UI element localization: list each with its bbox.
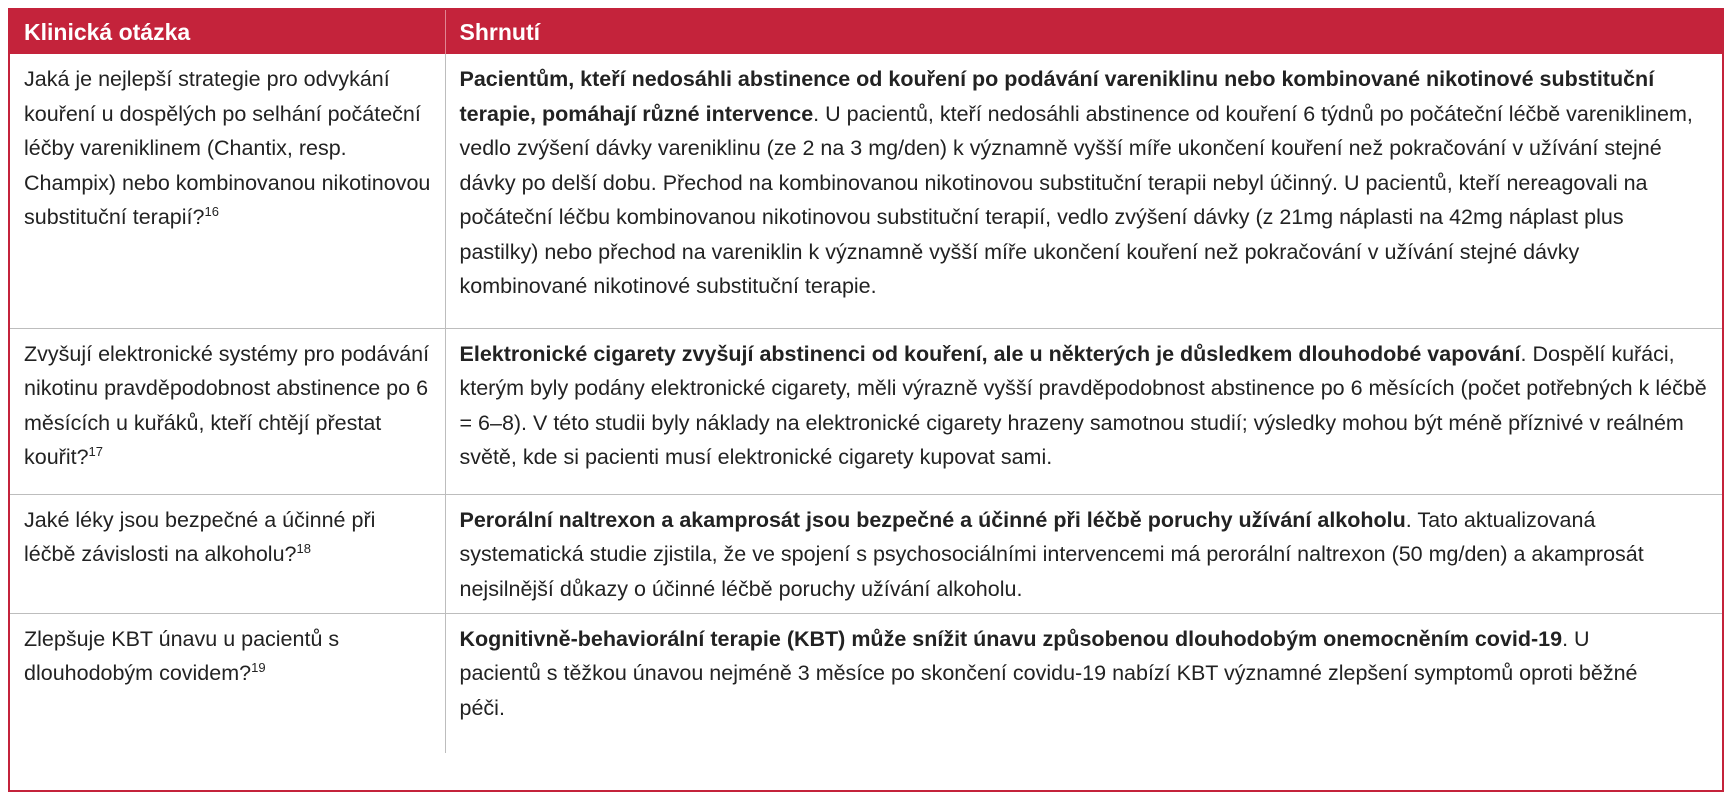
summary-cell (445, 54, 1722, 328)
question-cell (10, 54, 445, 328)
table-row (10, 54, 1722, 328)
question-text: Jaká je nejlepší strategie pro odvykání kouření u dospělých po selhání počáteční léčby vareniklinem (Chantix, resp. Champix) nebo kombinovanou nikotinovou substituční terapií? (24, 67, 431, 229)
table-row (10, 613, 1722, 753)
question-text: Zvyšují elektronické systémy pro podávání nikotinu pravděpodobnost abstinence po 6 měsících u kuřáků, kteří chtějí přestat kouřit? (24, 341, 430, 469)
clinical-summary-table (10, 10, 1722, 753)
summary-lead: Elektronické cigarety zvyšují abstinenci od kouření, ale u některých je důsledkem dlouhodobé vapování (459, 341, 1521, 366)
table-row (10, 328, 1722, 494)
summary-text: . Dospělí kuřáci, kterým byly podány elektronické cigarety, měli výrazně vyšší pravděpodobnost abstinence po 6 měsících (počet potřebných k léčbě = 6–8). V této studii byly náklady na elektronické cigarety hrazeny samotnou studií; výsledky mohou být méně příznivé v reálném světě, kde si pacienti musí elektronické cigarety kupovat sami. (459, 341, 1707, 469)
summary-cell (445, 328, 1722, 494)
question-text: Jaké léky jsou bezpečné a účinné při léčbě závislosti na alkoholu? (24, 507, 376, 566)
reference-number: 18 (296, 540, 311, 556)
table-header-row (10, 10, 1722, 54)
question-text: Zlepšuje KBT únavu u pacientů s dlouhodobým covidem? (24, 626, 340, 685)
header-clinical-question: Klinická otázka (10, 10, 445, 54)
reference-number: 17 (88, 443, 104, 459)
summary-table-frame (8, 8, 1724, 792)
summary-lead: Perorální naltrexon a akamprosát jsou bezpečné a účinné při léčbě poruchy užívání alkoholu (459, 507, 1406, 532)
summary-text: . Tato aktualizovaná systematická studie zjistila, že ve spojení s psychosociálními intervencemi má perorální naltrexon (50 mg/den) a akamprosát nejsilnější důkazy o účinné léčbě poruchy užívání alkoholu. (459, 507, 1644, 601)
reference-number: 19 (251, 659, 266, 675)
summary-lead: Kognitivně-behaviorální terapie (KBT) může snížit únavu způsobenou dlouhodobým onemocněním covid-19 (459, 626, 1563, 651)
question-cell (10, 613, 445, 753)
table-row (10, 494, 1722, 613)
summary-lead: Pacientům, kteří nedosáhli abstinence od kouření po podávání vareniklinu nebo kombinované nikotinové substituční terapie, pomáhají různé intervence (459, 67, 1655, 126)
question-cell (10, 494, 445, 613)
summary-text: . U pacientů, kteří nedosáhli abstinence od kouření 6 týdnů po počáteční léčbě vareniklinem, vedlo zvýšení dávky vareniklinu (ze 2 na 3 mg/den) k významně vyšší míře ukončení kouření než pokračování v užívání stejné dávky po delší dobu. Přechod na kombinovanou nikotinovou substituční terapii nebyl účinný. U pacientů, kteří nereagovali na počáteční léčbu kombinovanou nikotinovou substituční terapií, vedlo zvýšení dávky (z 21mg náplasti na 42mg náplast plus pastilky) nebo přechod na vareniklin k významně vyšší míře ukončení kouření než pokračování v užívání stejné dávky kombinované nikotinové substituční terapie. (459, 101, 1693, 298)
summary-text: . U pacientů s těžkou únavou nejméně 3 měsíce po skončení covidu-19 nabízí KBT významné zlepšení symptomů oproti běžné péči. (459, 626, 1638, 720)
summary-cell (445, 494, 1722, 613)
summary-cell (445, 613, 1722, 753)
question-cell (10, 328, 445, 494)
reference-number: 16 (204, 203, 219, 219)
header-summary: Shrnutí (445, 10, 1722, 54)
